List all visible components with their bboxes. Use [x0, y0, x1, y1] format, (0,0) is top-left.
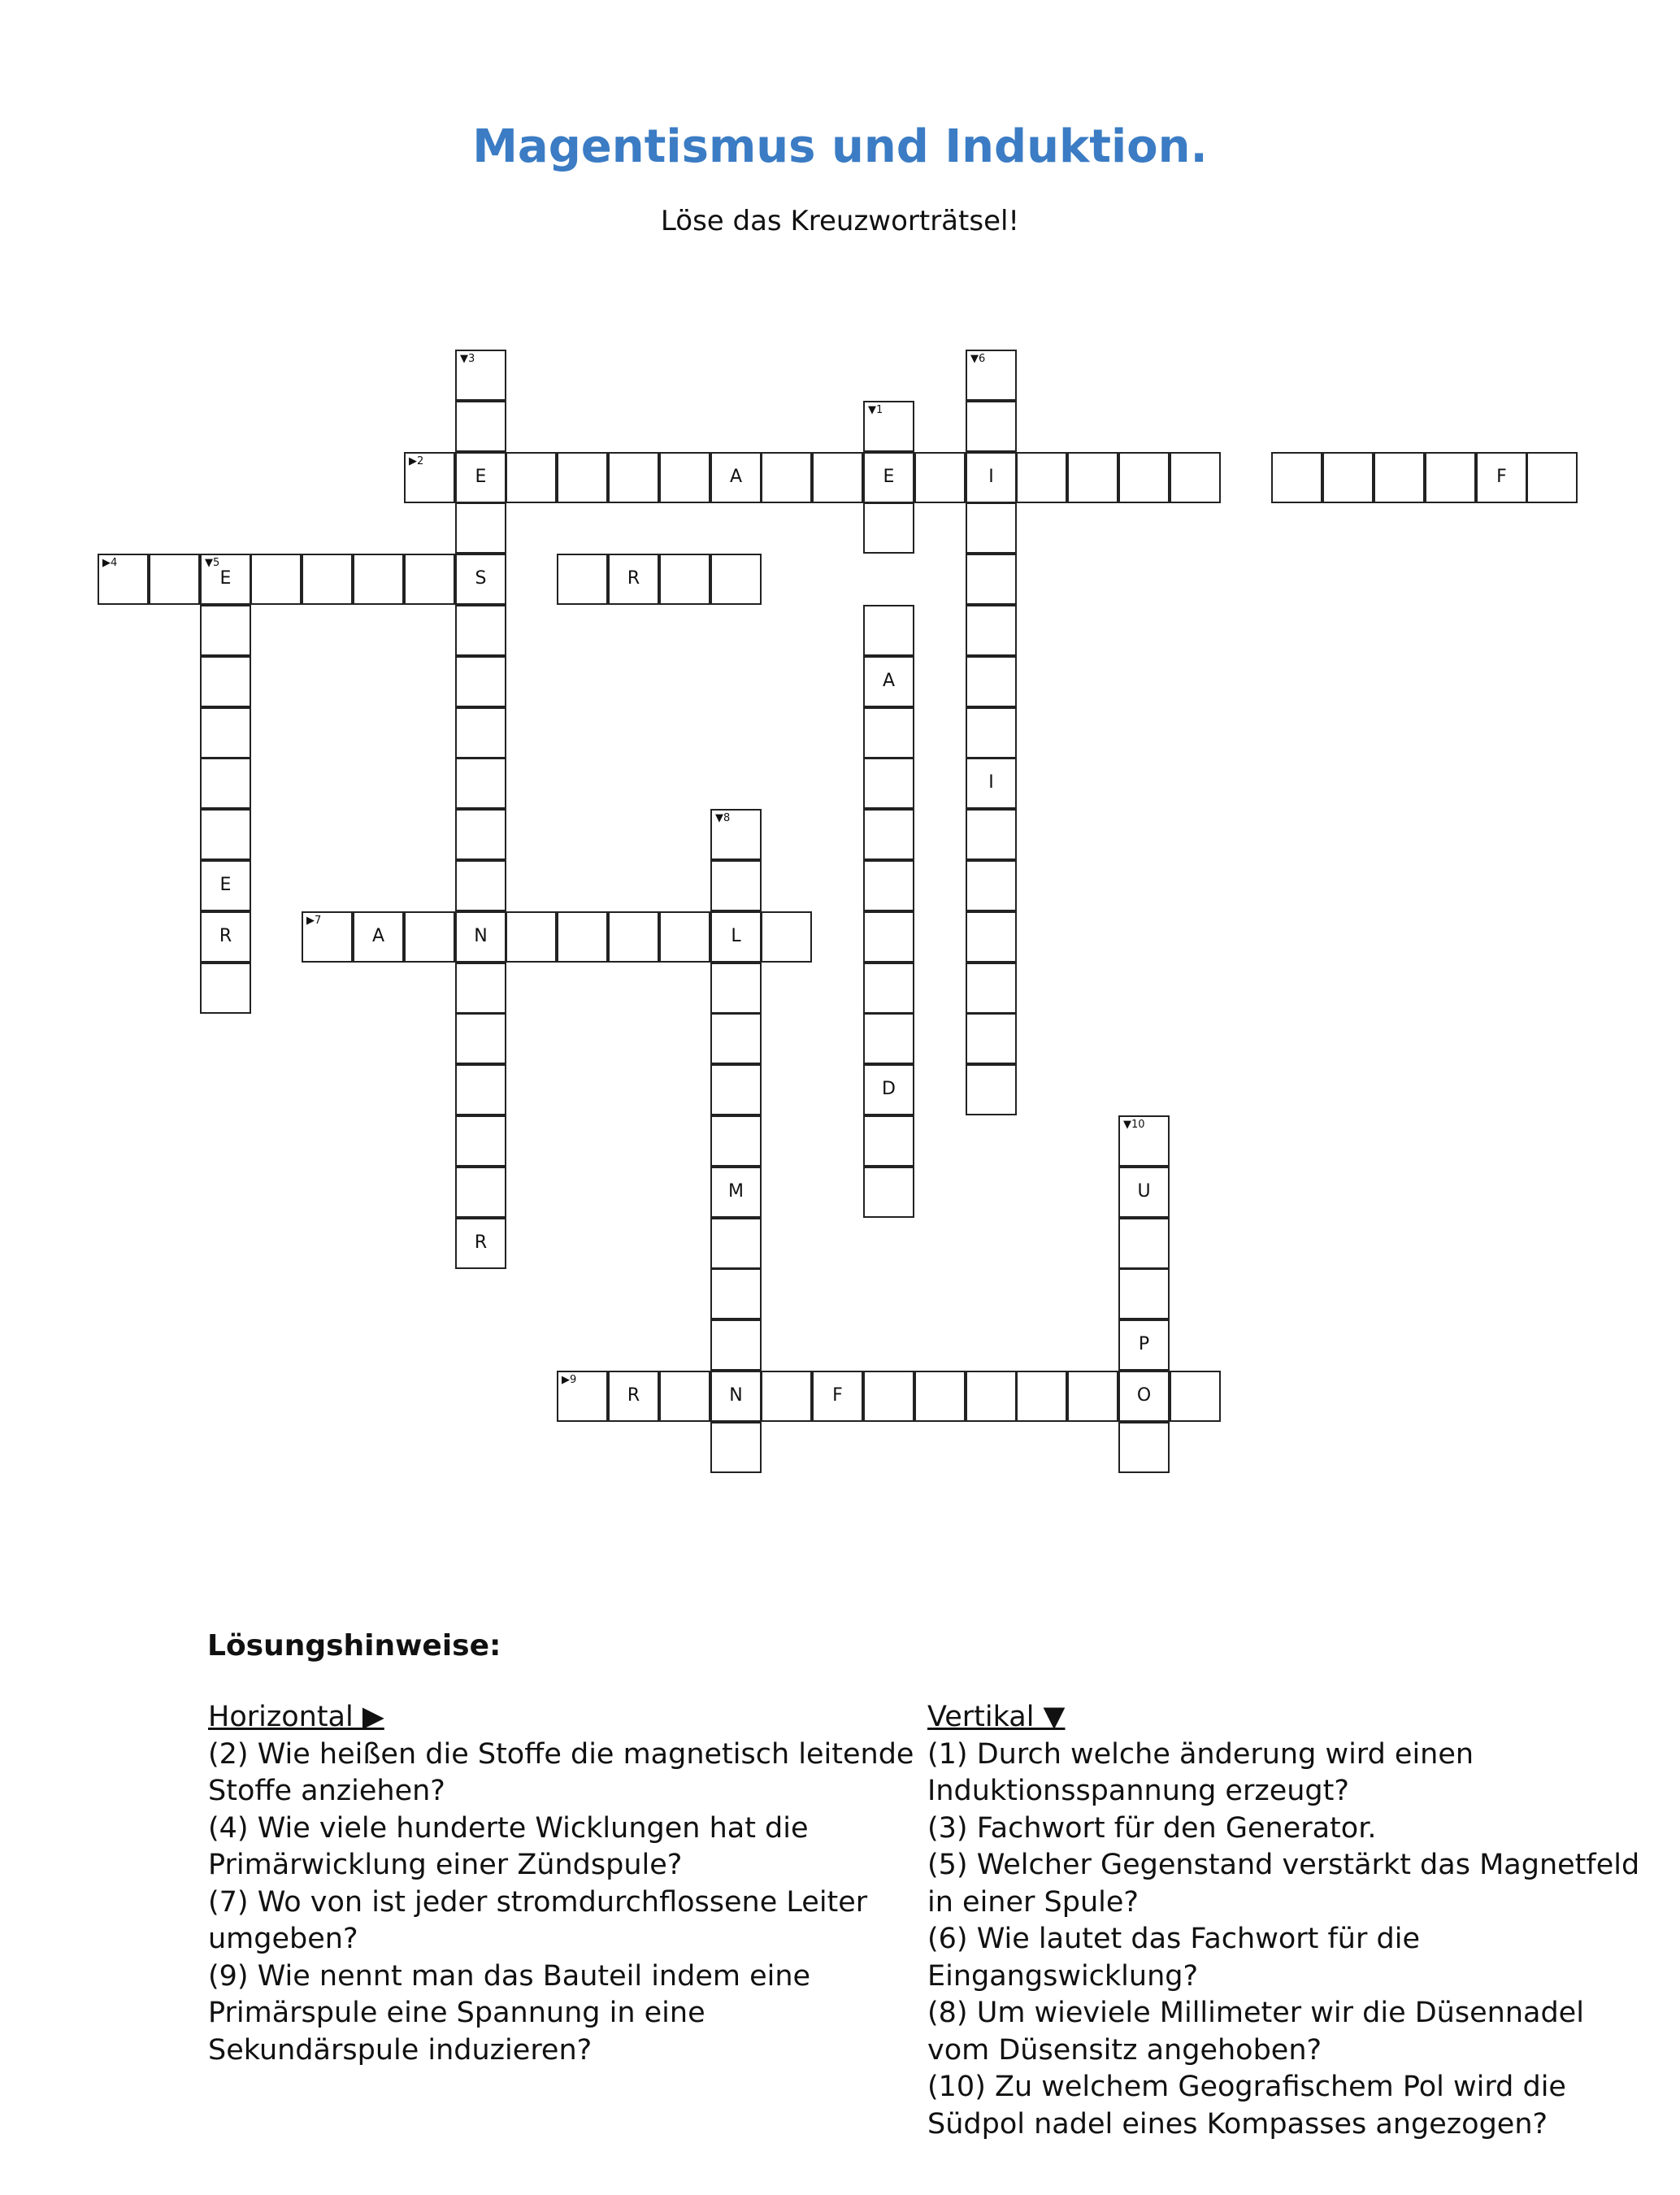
crossword-cell[interactable] [1067, 452, 1118, 503]
crossword-cell[interactable] [200, 809, 251, 860]
cell-letter: M [728, 1181, 744, 1202]
clue-across-2: (2) Wie heißen die Stoffe die magnetisch leitende Stoffe anziehen? [208, 1737, 914, 1807]
crossword-cell[interactable] [863, 1115, 914, 1167]
crossword-cell[interactable] [200, 554, 251, 605]
crossword-cell[interactable] [966, 554, 1017, 605]
crossword-cell[interactable] [966, 401, 1017, 452]
crossword-cell[interactable] [966, 605, 1017, 656]
cell-letter: R [474, 1232, 488, 1253]
cell-letter: S [475, 568, 487, 589]
crossword-cell[interactable] [863, 963, 914, 1014]
crossword-cell[interactable] [966, 1013, 1017, 1064]
crossword-cell[interactable] [966, 1064, 1017, 1115]
crossword-cell[interactable] [608, 911, 659, 963]
crossword-cell[interactable] [455, 809, 506, 860]
cell-letter: A [729, 467, 743, 487]
crossword-cell[interactable] [966, 707, 1017, 758]
crossword-cell[interactable] [455, 911, 506, 963]
crossword-cell[interactable] [200, 707, 251, 758]
clue-number: ▶9 [562, 1374, 577, 1386]
crossword-cell[interactable] [455, 502, 506, 554]
crossword-cell[interactable] [1322, 452, 1374, 503]
clue-number: ▶2 [409, 455, 424, 467]
crossword-cell[interactable] [710, 1218, 762, 1269]
cell-letter: F [1496, 467, 1507, 487]
crossword-cell[interactable] [608, 452, 659, 503]
vertical-heading: Vertikal ▼ [927, 1701, 1066, 1733]
crossword-cell[interactable] [353, 911, 404, 963]
crossword-cell[interactable] [1118, 1319, 1170, 1371]
crossword-cell[interactable] [966, 911, 1017, 963]
clue-down-3: (3) Fachwort für den Generator. [927, 1811, 1377, 1845]
crossword-cell[interactable] [1476, 452, 1527, 503]
crossword-cell[interactable] [557, 911, 608, 963]
crossword-cell[interactable] [710, 1064, 762, 1115]
clue-down-6: (6) Wie lautet das Fachwort für die Eingangswicklung? [927, 1923, 1420, 1993]
crossword-cell[interactable] [812, 452, 863, 503]
crossword-cell[interactable] [302, 911, 353, 963]
crossword-cell[interactable] [710, 554, 762, 605]
crossword-cell[interactable] [1118, 1371, 1170, 1422]
crossword-cell[interactable] [659, 554, 710, 605]
crossword-cell[interactable] [455, 1218, 506, 1269]
crossword-cell[interactable] [966, 656, 1017, 707]
crossword-cell[interactable] [200, 860, 251, 911]
clue-across-7: (7) Wo von ist jeder stromdurchflossene Leiter umgeben? [208, 1885, 868, 1955]
page-subtitle: Löse das Kreuzworträtsel! [660, 205, 1020, 237]
crossword-cell[interactable] [404, 452, 455, 503]
crossword-cell[interactable] [250, 554, 302, 605]
crossword-cell[interactable] [966, 350, 1017, 401]
crossword-cell[interactable] [1170, 1371, 1221, 1422]
crossword-cell[interactable] [608, 1371, 659, 1422]
crossword-cell[interactable] [710, 1115, 762, 1167]
crossword-cell[interactable] [659, 452, 710, 503]
cell-letter: I [988, 467, 994, 487]
crossword-cell[interactable] [659, 911, 710, 963]
cell-letter: E [219, 568, 232, 589]
crossword-cell[interactable] [710, 1371, 762, 1422]
crossword-cell[interactable] [455, 452, 506, 503]
crossword-cell[interactable] [710, 1167, 762, 1218]
crossword-cell[interactable] [506, 452, 557, 503]
crossword-cell[interactable] [1118, 452, 1170, 503]
crossword-cell[interactable] [966, 963, 1017, 1014]
cell-letter: D [882, 1079, 896, 1099]
crossword-cell[interactable] [761, 1371, 812, 1422]
horizontal-clues-column [208, 1699, 923, 2069]
crossword-cell[interactable] [455, 350, 506, 401]
crossword-cell[interactable] [966, 502, 1017, 554]
cell-letter: O [1136, 1385, 1152, 1406]
crossword-cell[interactable] [863, 452, 914, 503]
hints-heading: Lösungshinweise: [207, 1629, 501, 1663]
crossword-cell[interactable] [98, 554, 149, 605]
clue-number: ▼6 [970, 353, 986, 365]
cell-letter: N [474, 926, 488, 946]
crossword-cell[interactable] [353, 554, 404, 605]
crossword-cell[interactable] [557, 554, 608, 605]
crossword-cell[interactable] [710, 452, 762, 503]
crossword-cell[interactable] [1118, 1167, 1170, 1218]
clue-number: ▼3 [460, 353, 475, 365]
cell-letter: P [1138, 1334, 1150, 1354]
vertical-clues-column [927, 1699, 1643, 2143]
clue-number: ▼8 [715, 812, 731, 824]
crossword-cell[interactable] [1118, 1422, 1170, 1473]
clue-across-9: (9) Wie nennt man das Bauteil indem eine Primärspule eine Spannung in eine Sekundärspule induzieren? [208, 1959, 811, 2067]
crossword-cell[interactable] [1067, 1371, 1118, 1422]
crossword-cell[interactable] [863, 605, 914, 656]
crossword-cell[interactable] [966, 809, 1017, 860]
crossword-cell[interactable] [761, 911, 812, 963]
crossword-cell[interactable] [710, 1013, 762, 1064]
clue-down-5: (5) Welcher Gegenstand verstärkt das Magnetfeld in einer Spule? [927, 1849, 1640, 1919]
crossword-cell[interactable] [455, 963, 506, 1014]
cell-letter: A [371, 926, 385, 946]
cell-letter: A [882, 671, 896, 691]
crossword-cell[interactable] [200, 605, 251, 656]
cell-letter: R [627, 1385, 640, 1406]
crossword-cell[interactable] [455, 1064, 506, 1115]
crossword-cell[interactable] [455, 554, 506, 605]
horizontal-heading: Horizontal ▶ [208, 1701, 384, 1733]
crossword-cell[interactable] [455, 1013, 506, 1064]
cell-letter: R [219, 926, 232, 946]
crossword-cell[interactable] [404, 554, 455, 605]
crossword-cell[interactable] [455, 758, 506, 809]
crossword-cell[interactable] [710, 809, 762, 860]
crossword-cell[interactable] [710, 963, 762, 1014]
clue-number: ▼5 [205, 557, 220, 569]
crossword-cell[interactable] [914, 1371, 966, 1422]
clue-number: ▶7 [306, 915, 322, 927]
crossword-cell[interactable] [455, 605, 506, 656]
crossword-cell[interactable] [200, 758, 251, 809]
crossword-cell[interactable] [863, 1013, 914, 1064]
crossword-cell[interactable] [149, 554, 200, 605]
crossword-cell[interactable] [1526, 452, 1578, 503]
crossword-cell[interactable] [863, 502, 914, 554]
cell-letter: R [627, 568, 640, 589]
crossword-cell[interactable] [710, 1319, 762, 1371]
crossword-cell[interactable] [200, 963, 251, 1014]
clue-across-4: (4) Wie viele hunderte Wicklungen hat die Primärwicklung einer Zündspule? [208, 1811, 809, 1881]
crossword-cell[interactable] [812, 1371, 863, 1422]
crossword-cell[interactable] [506, 911, 557, 963]
cell-letter: U [1137, 1181, 1151, 1202]
crossword-cell[interactable] [863, 707, 914, 758]
crossword-cell[interactable] [863, 911, 914, 963]
cell-letter: F [832, 1385, 843, 1406]
crossword-cell[interactable] [608, 554, 659, 605]
crossword-cell[interactable] [1425, 452, 1476, 503]
clue-down-10: (10) Zu welchem Geografischem Pol wird die Südpol nadel eines Kompasses angezogen? [927, 2071, 1566, 2141]
cell-letter: E [475, 467, 487, 487]
crossword-cell[interactable] [863, 1064, 914, 1115]
crossword-cell[interactable] [557, 1371, 608, 1422]
crossword-cell[interactable] [710, 911, 762, 963]
cell-letter: I [988, 772, 994, 793]
crossword-cell[interactable] [966, 452, 1017, 503]
crossword-cell[interactable] [863, 656, 914, 707]
clue-number: ▼10 [1123, 1119, 1145, 1131]
crossword-cell[interactable] [914, 452, 966, 503]
crossword-cell[interactable] [455, 1167, 506, 1218]
crossword-cell[interactable] [966, 758, 1017, 809]
crossword-cell[interactable] [200, 656, 251, 707]
crossword-cell[interactable] [455, 1115, 506, 1167]
crossword-cell[interactable] [710, 860, 762, 911]
cell-letter: E [219, 875, 232, 895]
page-title: Magentismus und Induktion. [472, 120, 1208, 173]
crossword-cell[interactable] [1374, 452, 1425, 503]
crossword-cell[interactable] [455, 860, 506, 911]
cell-letter: L [731, 926, 741, 946]
crossword-cell[interactable] [1118, 1268, 1170, 1319]
crossword-cell[interactable] [1118, 1115, 1170, 1167]
crossword-cell[interactable] [455, 707, 506, 758]
crossword-cell[interactable] [557, 452, 608, 503]
clue-down-8: (8) Um wieviele Millimeter wir die Düsennadel vom Düsensitz angehoben? [927, 1997, 1584, 2067]
crossword-cell[interactable] [1016, 452, 1067, 503]
crossword-cell[interactable] [863, 401, 914, 452]
crossword-cell[interactable] [1170, 452, 1221, 503]
crossword-cell[interactable] [1118, 1218, 1170, 1269]
crossword-cell[interactable] [863, 860, 914, 911]
crossword-cell[interactable] [863, 1371, 914, 1422]
cell-letter: N [729, 1385, 743, 1406]
crossword-cell[interactable] [863, 809, 914, 860]
clue-number: ▼1 [868, 404, 883, 416]
crossword-cell[interactable] [710, 1422, 762, 1473]
crossword-cell[interactable] [404, 911, 455, 963]
crossword-cell[interactable] [710, 1268, 762, 1319]
crossword-cell[interactable] [1016, 1371, 1067, 1422]
crossword-cell[interactable] [966, 1371, 1017, 1422]
clue-down-1: (1) Durch welche änderung wird einen Induktionsspannung erzeugt? [927, 1737, 1474, 1807]
crossword-cell[interactable] [455, 401, 506, 452]
cell-letter: E [883, 467, 895, 487]
crossword-cell[interactable] [761, 452, 812, 503]
crossword-cell[interactable] [200, 911, 251, 963]
clue-number: ▶4 [102, 557, 118, 569]
crossword-cell[interactable] [863, 1167, 914, 1218]
crossword-cell[interactable] [455, 656, 506, 707]
crossword-cell[interactable] [966, 860, 1017, 911]
crossword-cell[interactable] [863, 758, 914, 809]
crossword-cell[interactable] [659, 1371, 710, 1422]
crossword-cell[interactable] [302, 554, 353, 605]
crossword-cell[interactable] [1271, 452, 1322, 503]
